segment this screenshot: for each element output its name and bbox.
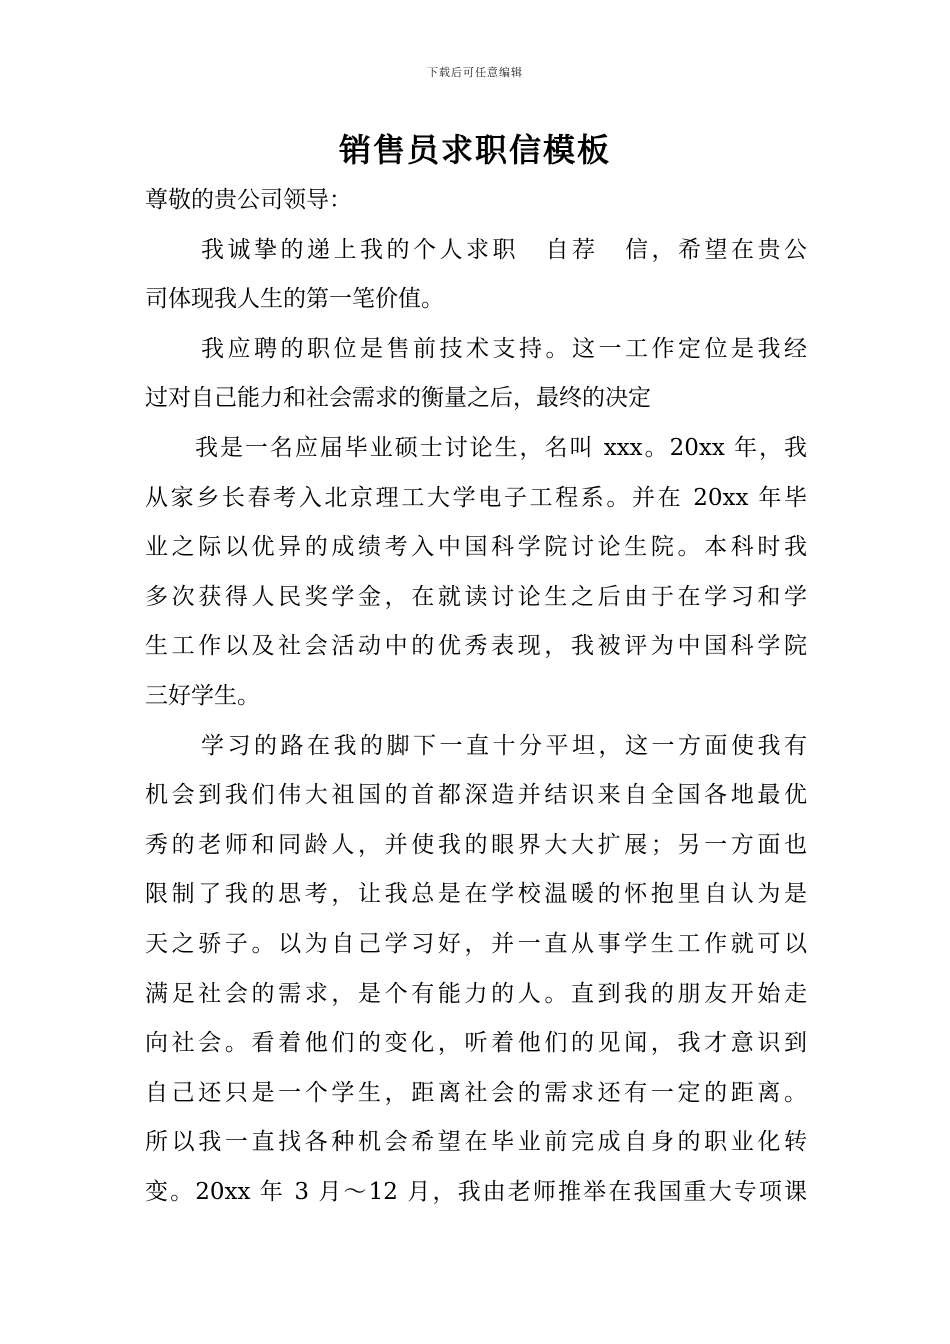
header-note: 下载后可任意编辑 bbox=[427, 66, 523, 79]
paragraph-1-line-2: 司体现我人生的第一笔价值。 bbox=[145, 286, 444, 313]
paragraph-4-line-9: 所以我一直找各种机会希望在毕业前完成自身的职业化转 bbox=[145, 1129, 807, 1156]
paragraph-3-line-3: 业之际以优异的成绩考入中国科学院讨论生院。本科时我 bbox=[145, 534, 807, 561]
paragraph-4-line-10: 变。20xx 年 3 月～12 月，我由老师推举在我国重大专项课 bbox=[145, 1178, 807, 1205]
paragraph-4-line-5: 天之骄子。以为自己学习好，并一直从事学生工作就可以 bbox=[145, 930, 807, 957]
paragraph-4-line-3: 秀的老师和同龄人，并使我的眼界大大扩展；另一方面也 bbox=[145, 831, 807, 858]
paragraph-4-line-2: 机会到我们伟大祖国的首都深造并结识来自全国各地最优 bbox=[145, 782, 807, 809]
paragraph-2-line-1: 我应聘的职位是售前技术支持。这一工作定位是我经 bbox=[201, 335, 807, 362]
paragraph-4-line-8: 自己还只是一个学生，距离社会的需求还有一定的距离。 bbox=[145, 1079, 807, 1106]
paragraph-4-line-1: 学习的路在我的脚下一直十分平坦，这一方面使我有 bbox=[201, 732, 807, 759]
paragraph-3-line-4: 多次获得人民奖学金，在就读讨论生之后由于在学习和学 bbox=[145, 583, 807, 610]
paragraph-4-line-7: 向社会。看着他们的变化，听着他们的见闻，我才意识到 bbox=[145, 1030, 807, 1057]
paragraph-3-line-2: 从家乡长春考入北京理工大学电子工程系。并在 20xx 年毕 bbox=[145, 484, 807, 511]
paragraph-3-line-1: 我是一名应届毕业硕士讨论生，名叫 xxx。20xx 年，我 bbox=[195, 434, 807, 461]
salutation: 尊敬的贵公司领导： bbox=[145, 187, 352, 213]
paragraph-4-line-4: 限制了我的思考，让我总是在学校温暖的怀抱里自认为是 bbox=[145, 881, 807, 908]
paragraph-3-line-5: 生工作以及社会活动中的优秀表现，我被评为中国科学院 bbox=[145, 633, 807, 660]
paragraph-3-line-6: 三好学生。 bbox=[145, 682, 260, 709]
paragraph-2-line-2: 过对自己能力和社会需求的衡量之后，最终的决定 bbox=[145, 385, 651, 412]
document-title: 销售员求职信模板 bbox=[338, 131, 611, 169]
letter-body bbox=[145, 176, 807, 1217]
paragraph-1-line-1: 我诚挚的递上我的个人求职 自荐 信，希望在贵公 bbox=[201, 236, 807, 263]
paragraph-4-line-6: 满足社会的需求，是个有能力的人。直到我的朋友开始走 bbox=[145, 980, 807, 1007]
